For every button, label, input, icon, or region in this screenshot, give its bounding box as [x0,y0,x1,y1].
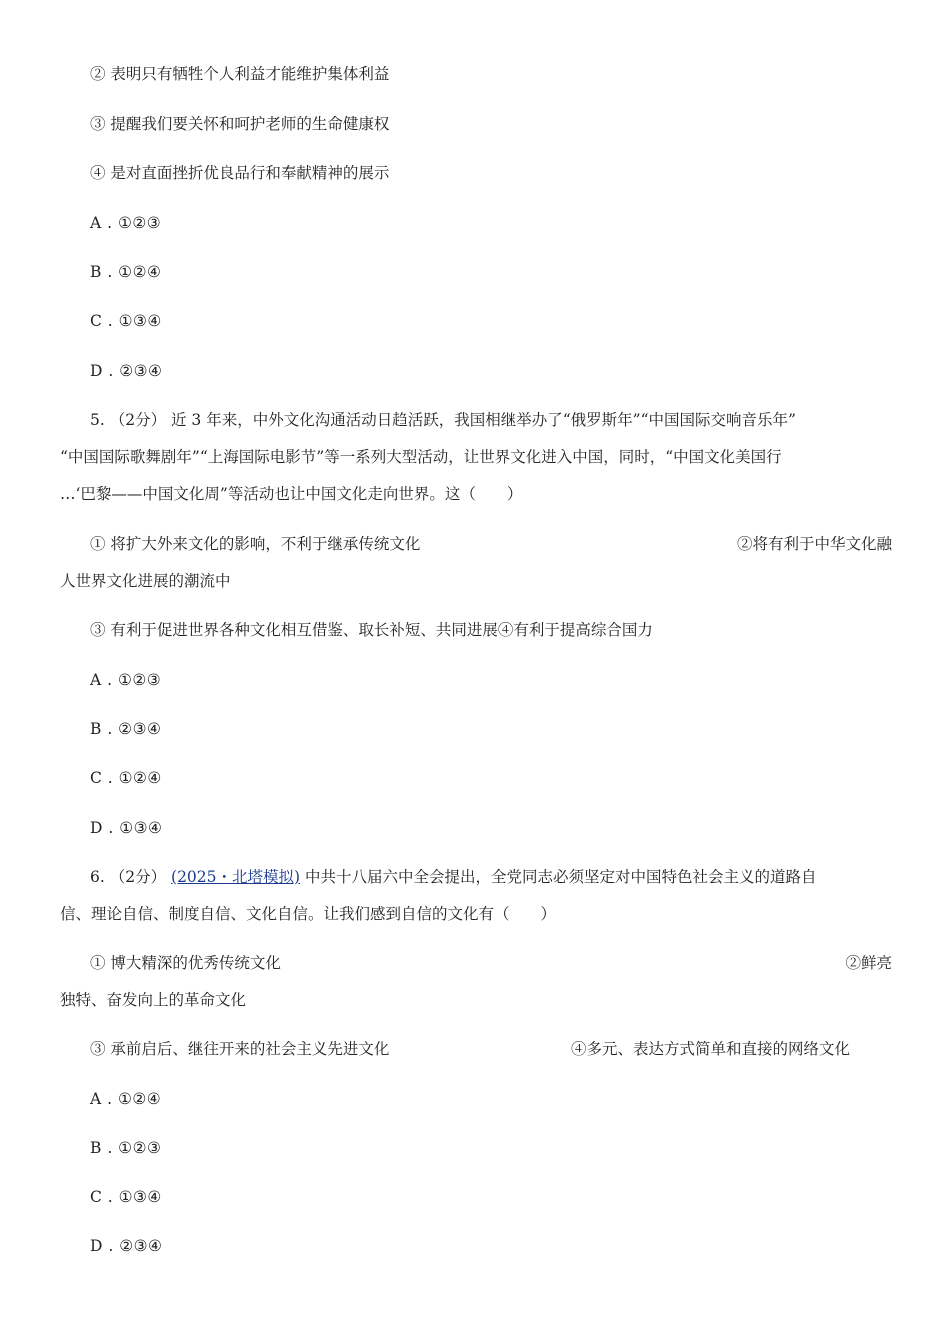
q4-item-2: ② 表明只有牺牲个人利益才能维护集体利益 [90,65,390,83]
q6-stem-rest: 中共十八届六中全会提出，全党同志必须坚定对中国特色社会主义的道路自 [305,868,817,886]
q6-item-1: ① 博大精深的优秀传统文化 [90,954,281,972]
q4-option-b[interactable]: B . ①②④ [90,263,162,281]
q4-option-d[interactable]: D . ②③④ [90,362,163,380]
q4-option-c[interactable]: C . ①③④ [90,312,162,330]
q5-item-1: ① 将扩大外来文化的影响，不利于继承传统文化 [90,535,421,553]
q6-number: 6. （2分） [90,868,167,886]
q6-item-2-start: ②鲜亮 [845,954,892,972]
q4-option-a[interactable]: A . ①②③ [90,214,162,232]
q4-item-3: ③ 提醒我们要关怀和呵护老师的生命健康权 [90,115,390,133]
q6-item-2-end: 独特、奋发向上的革命文化 [60,991,247,1009]
q5-item-2-end: 人世界文化进展的潮流中 [60,572,231,590]
q5-stem-line-1: 5. （2分） 近 3 年来，中外文化沟通活动日趋活跃，我国相继举办了“俄罗斯年”“中国国际交响音乐年” [90,411,796,429]
q6-item-3: ③ 承前启后、继往开来的社会主义先进文化 [90,1040,390,1058]
q5-item-2-start: ②将有利于中华文化融 [736,535,892,553]
q6-option-b[interactable]: B . ①②③ [90,1139,162,1157]
q5-option-c[interactable]: C . ①②④ [90,769,162,787]
q6-stem-line-1 [90,866,817,888]
q5-stem-line-3: …‘巴黎——中国文化周”等活动也让中国文化走向世界。这（ ） [60,485,523,503]
q6-source-link[interactable]: (2025・北塔模拟) [171,868,301,886]
q5-option-d[interactable]: D . ①③④ [90,819,163,837]
q5-item-3-4: ③ 有利于促进世界各种文化相互借鉴、取长补短、共同进展④有利于提高综合国力 [90,621,653,639]
q6-option-a[interactable]: A . ①②④ [90,1090,162,1108]
q6-item-4: ④多元、表达方式简单和直接的网络文化 [571,1040,851,1058]
q6-option-c[interactable]: C . ①③④ [90,1188,162,1206]
q6-stem-line-2: 信、理论自信、制度自信、文化自信。让我们感到自信的文化有（ ） [60,905,557,923]
q5-stem-line-2: “中国国际歌舞剧年”“上海国际电影节”等一系列大型活动，让世界文化进入中国，同时，“中国文化美国行 [60,448,782,466]
q6-option-d[interactable]: D . ②③④ [90,1237,163,1255]
q5-option-b[interactable]: B . ②③④ [90,720,162,738]
q5-option-a[interactable]: A . ①②③ [90,671,162,689]
q4-item-4: ④ 是对直面挫折优良品行和奉献精神的展示 [90,164,390,182]
